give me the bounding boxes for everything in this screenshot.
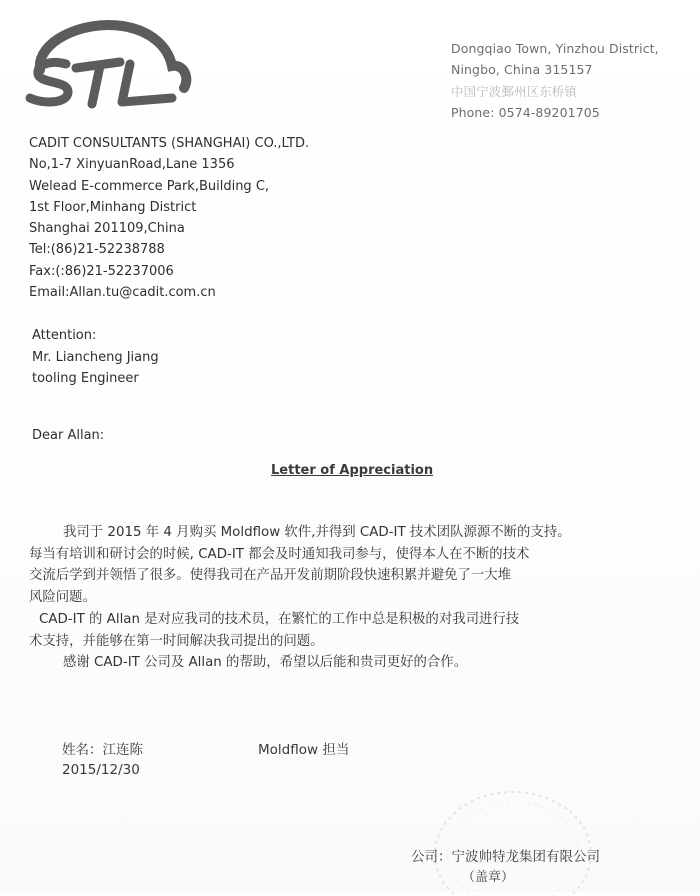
- company-signature: 公司：宁波帅特龙集团有限公司: [411, 849, 600, 865]
- salutation: Dear Allan:: [32, 428, 105, 443]
- sender-address: [451, 38, 696, 123]
- company-logo: [22, 12, 192, 112]
- body-para2-line2: 术支持，并能够在第一时间解决我司提出的问题。: [29, 633, 324, 649]
- recipient-address-line-1: No,1-7 XinyuanRoad,Lane 1356: [29, 157, 235, 173]
- attention-block: [32, 325, 159, 390]
- recipient-address-line-3: 1st Floor,Minhang District: [29, 199, 197, 215]
- sender-line-1: Dongqiao Town, Yinzhou District,: [451, 41, 659, 56]
- recipient-address: [29, 133, 309, 303]
- body-para2-line1: CAD-IT 的 Allan 是对应我司的技术员，在繁忙的工作中总是积极的对我司进行技: [39, 611, 520, 627]
- body-para1-line2: 每当有培训和研讨会的时候, CAD-IT 都会及时通知我司参与，使得本人在不断的技术: [29, 546, 530, 562]
- body-para3-line1: 感谢 CAD-IT 公司及 Allan 的帮助，希望以后能和贵司更好的合作。: [63, 655, 468, 671]
- recipient-address-line-4: Shanghai 201109,China: [29, 221, 185, 237]
- sender-line-3: 中国宁波鄞州区东桥镇: [451, 83, 578, 99]
- letter-body: [29, 522, 669, 674]
- signer-role: Moldflow 担当: [258, 742, 350, 758]
- recipient-fax: Fax:(:86)21-52237006: [29, 263, 174, 279]
- attention-title: tooling Engineer: [32, 371, 139, 386]
- attention-name: Mr. Liancheng Jiang: [32, 349, 159, 365]
- body-para1-line4: 风险问题。: [29, 590, 96, 606]
- body-para1-line1: 我司于 2015 年 4 月购买 Moldflow 软件,并得到 CAD-IT 技术团队源源不断的支持。: [63, 525, 571, 540]
- body-para1-line3: 交流后学到并领悟了很多。使得我司在产品开发前期阶段快速积累并避免了一大堆: [29, 568, 512, 584]
- attention-label: Attention:: [32, 328, 97, 343]
- signature-date: 2015/12/30: [62, 762, 140, 778]
- seal-note: （盖章）: [462, 870, 515, 885]
- recipient-company: CADIT CONSULTANTS (SHANGHAI) CO.,LTD.: [29, 136, 310, 151]
- recipient-tel: Tel:(86)21-52238788: [29, 242, 165, 258]
- sender-phone: Phone: 0574-89201705: [451, 104, 600, 120]
- letter-title: Letter of Appreciation: [271, 463, 434, 478]
- recipient-email: Email:Allan.tu@cadit.com.cn: [29, 285, 216, 301]
- sender-line-2: Ningbo, China 315157: [451, 62, 593, 78]
- recipient-address-line-2: Welead E-commerce Park,Building C,: [29, 178, 270, 194]
- signer-name: 姓名：江连陈: [62, 742, 143, 758]
